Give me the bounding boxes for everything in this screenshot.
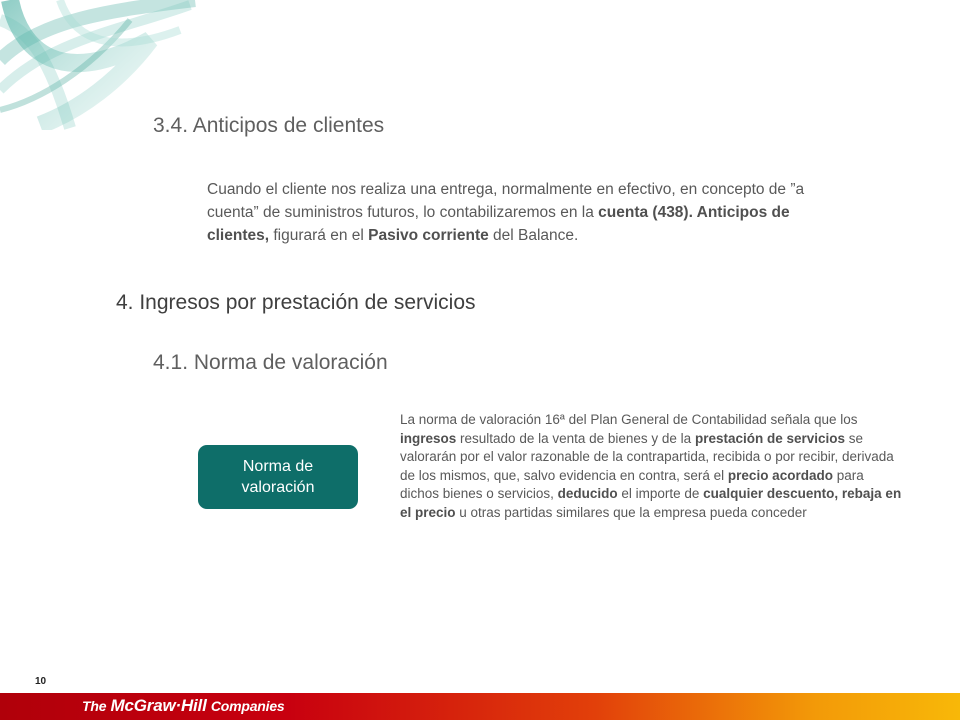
badge-label: Norma de valoración <box>241 458 315 496</box>
logo-brand: McGraw·Hill <box>110 696 207 715</box>
norma-paragraph: La norma de valoración 16ª del Plan General de Contabilidad señala que los ingresos resultado de la venta de bienes y de la prestación de servicios se valorarán por el valor razonable de la contrapartida, recibida o por recibir, derivada de los mismos, que, salvo evidencia en contra, será el precio acordado para dichos bienes o servicios, deducido el importe de cualquier descuento, rebaja en el precio u otras partidas similares que la empresa pueda conceder <box>400 412 902 520</box>
norma-valoracion-badge <box>198 445 358 509</box>
section-heading-anticipos: 3.4. Anticipos de clientes <box>153 114 385 137</box>
section-heading-norma: 4.1. Norma de valoración <box>153 351 388 374</box>
logo-companies: Companies <box>210 698 285 714</box>
logo-the: The <box>82 698 107 714</box>
publisher-logo <box>82 696 285 717</box>
green-swirl-decoration <box>0 0 200 130</box>
anticipos-paragraph: Cuando el cliente nos realiza una entrega, normalmente en efectivo, en concepto de ”a cuenta” de suministros futuros, lo contabilizaremos en la cuenta (438). Anticipos de clientes, figurará en el Pasivo corriente del Balance. <box>207 181 805 244</box>
section-heading-ingresos: 4. Ingresos por prestación de servicios <box>116 291 476 314</box>
footer-bar <box>0 693 960 720</box>
page-number: 10 <box>35 676 47 687</box>
